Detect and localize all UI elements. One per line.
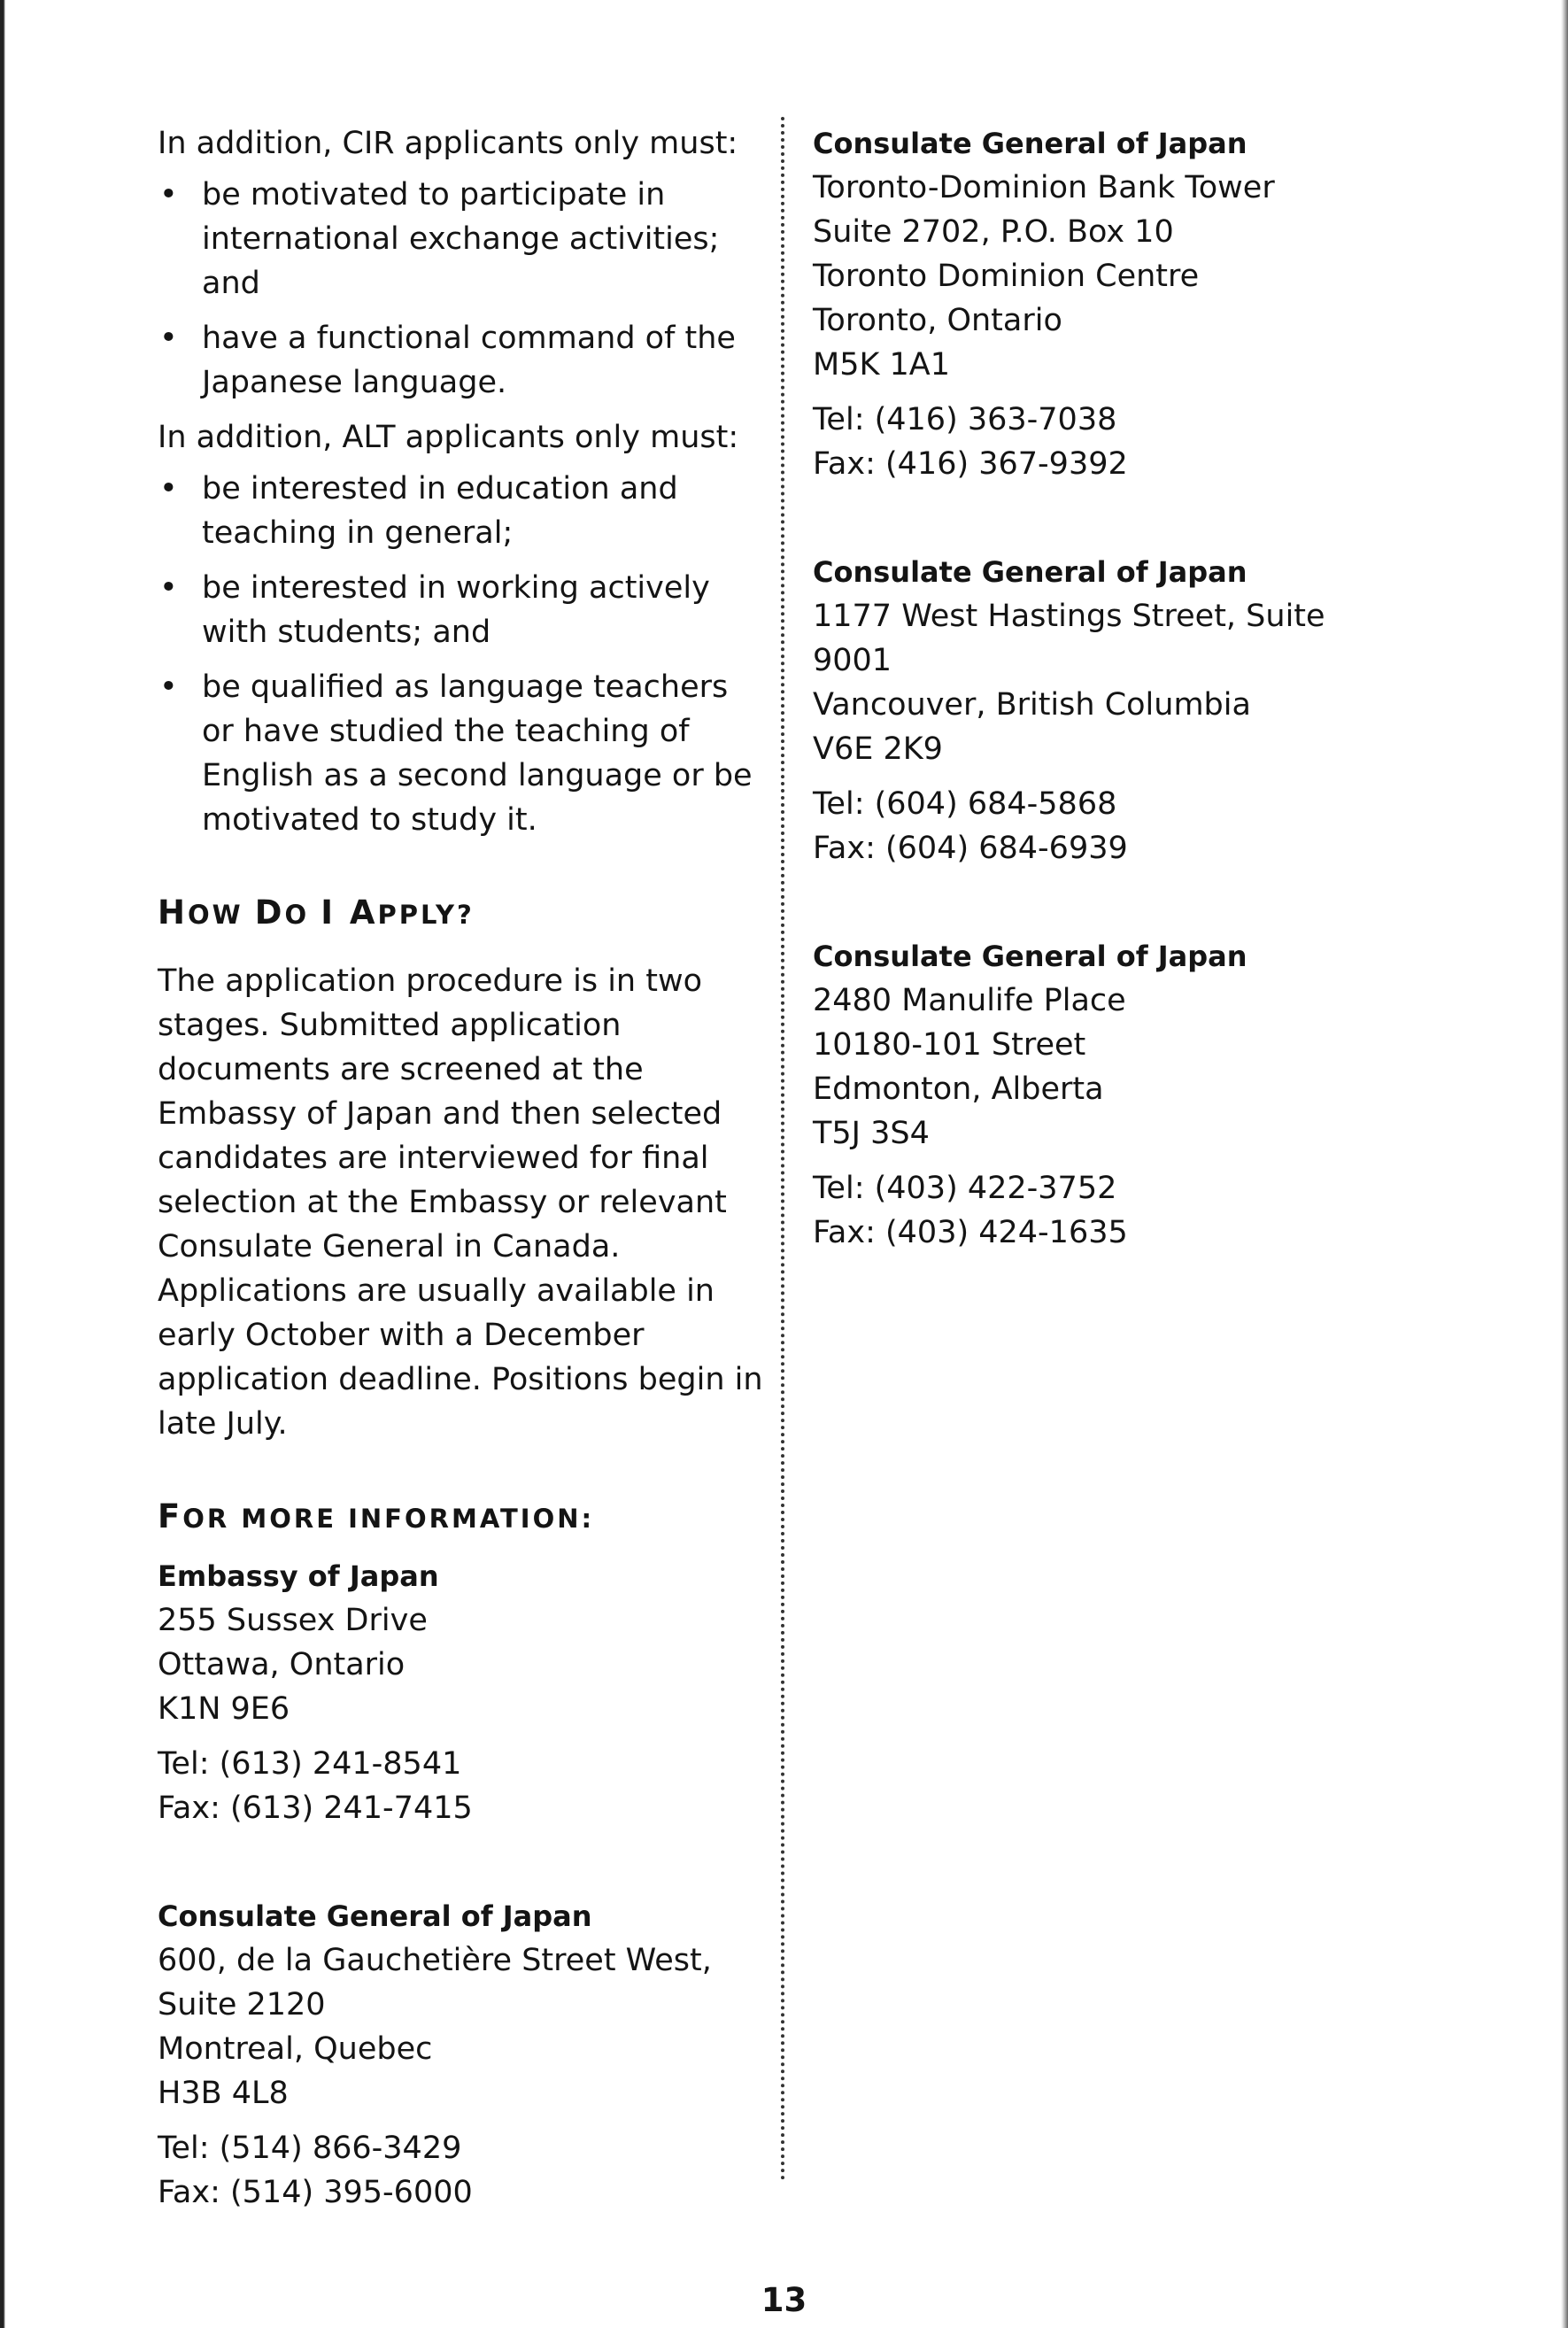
address-line: 1177 West Hastings Street, Suite 9001 <box>813 599 1325 678</box>
fax: Fax: (403) 424-1635 <box>813 1215 1128 1250</box>
telephone: Tel: (613) 241-8541 <box>158 1746 462 1782</box>
cir-intro: In addition, CIR applicants only must: <box>158 126 738 161</box>
address-line: Toronto-Dominion Bank Tower <box>813 170 1275 205</box>
fax: Fax: (604) 684-6939 <box>813 831 1128 866</box>
scan-edge-left <box>0 0 5 2328</box>
fax: Fax: (514) 395-6000 <box>158 2175 473 2210</box>
address-line: K1N 9E6 <box>158 1691 290 1727</box>
column-divider <box>781 117 784 2182</box>
office-name: Embassy of Japan <box>158 1559 439 1593</box>
address-line: Suite 2120 <box>158 1987 326 2022</box>
list-item: • be motivated to participate in international exchange activities; and <box>158 173 769 306</box>
page-number: 13 <box>761 2281 807 2319</box>
address-line: Ottawa, Ontario <box>158 1647 406 1682</box>
address-line: 10180-101 Street <box>813 1027 1086 1063</box>
office-name: Consulate General of Japan <box>813 940 1247 973</box>
left-column <box>158 121 769 2215</box>
alt-requirements-list <box>158 467 769 842</box>
consulate-edmonton-block <box>813 934 1397 1255</box>
consulate-montreal-block <box>158 1894 769 2215</box>
telephone: Tel: (514) 866-3429 <box>158 2131 462 2166</box>
address-line: Suite 2702, P.O. Box 10 <box>813 214 1174 250</box>
list-item: • be interested in education and teaching in general; <box>158 467 769 555</box>
cir-requirements-list <box>158 173 769 405</box>
address-line: Toronto Dominion Centre <box>813 259 1200 294</box>
list-item: • be qualified as language teachers or have studied the teaching of English as a second language or be motivated to study it. <box>158 665 769 842</box>
telephone: Tel: (604) 684-5868 <box>813 786 1117 822</box>
more-information-heading: FOR MORE INFORMATION: <box>158 1497 595 1535</box>
address-line: Toronto, Ontario <box>813 303 1062 338</box>
fax: Fax: (416) 367-9392 <box>813 446 1128 482</box>
telephone: Tel: (403) 422-3752 <box>813 1171 1117 1206</box>
how-to-apply-heading: HOW DO I APPLY? <box>158 893 475 932</box>
list-item: • have a functional command of the Japanese language. <box>158 316 769 405</box>
address-line: T5J 3S4 <box>813 1116 930 1151</box>
application-procedure-text: The application procedure is in two stages. Submitted application documents are screened at the Embassy of Japan and then selected candidates are interviewed for final selection at the Embassy or relevant Consulate General in Canada. Applications are usually available in early October with a December application deadline. Positions begin in late July. <box>158 963 763 1442</box>
scan-edge-right <box>1561 0 1568 2328</box>
consulate-vancouver-block <box>813 550 1397 870</box>
address-line: M5K 1A1 <box>813 347 951 383</box>
right-column <box>813 121 1397 1255</box>
address-line: Vancouver, British Columbia <box>813 687 1251 723</box>
embassy-ottawa-block <box>158 1554 769 1830</box>
address-line: 600, de la Gauchetière Street West, <box>158 1943 712 1978</box>
list-item: • be interested in working actively with students; and <box>158 566 769 654</box>
fax: Fax: (613) 241-7415 <box>158 1790 473 1826</box>
office-name: Consulate General of Japan <box>813 555 1247 589</box>
address-line: 255 Sussex Drive <box>158 1603 428 1638</box>
address-line: Edmonton, Alberta <box>813 1071 1104 1107</box>
alt-intro: In addition, ALT applicants only must: <box>158 420 739 455</box>
consulate-toronto-block <box>813 121 1397 486</box>
address-line: 2480 Manulife Place <box>813 983 1126 1018</box>
address-line: Montreal, Quebec <box>158 2031 433 2067</box>
telephone: Tel: (416) 363-7038 <box>813 402 1117 437</box>
address-line: H3B 4L8 <box>158 2076 289 2111</box>
office-name: Consulate General of Japan <box>813 127 1247 160</box>
office-name: Consulate General of Japan <box>158 1899 592 1933</box>
address-line: V6E 2K9 <box>813 731 943 767</box>
